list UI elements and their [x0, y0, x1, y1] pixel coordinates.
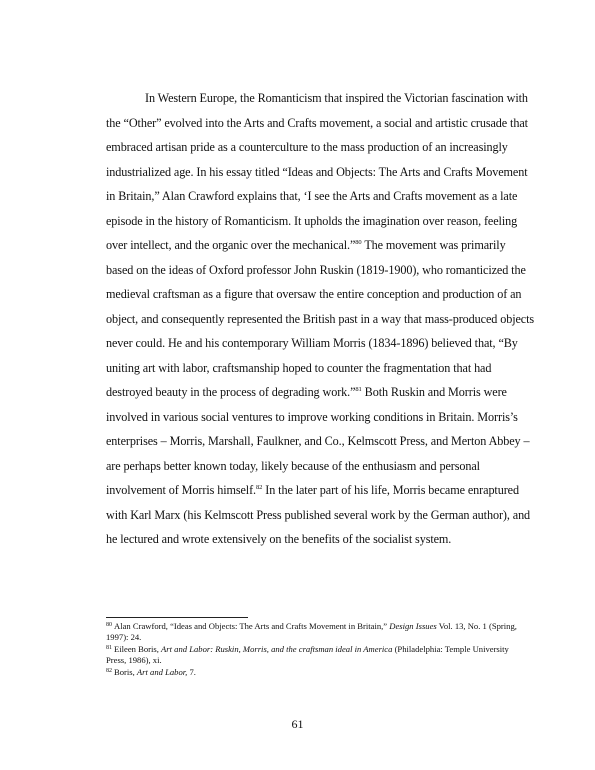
- footnote-text: Eileen Boris,: [114, 644, 162, 654]
- body-line: uniting art with labor, craftsmanship hoped to counter the fragmentation that had: [106, 360, 492, 375]
- body-line: object, and consequently represented the British past in a way that mass-produced objects: [106, 311, 535, 326]
- footnote-divider: [106, 617, 248, 618]
- body-line: [106, 233, 526, 258]
- body-line: industrialized age. In his essay titled “Ideas and Objects: The Arts and Crafts Movement: [106, 164, 528, 179]
- footnote-ref-80: 80: [355, 239, 362, 246]
- body-line: embraced artisan pride as a counterculture to the mass production of an increasingly: [106, 140, 508, 154]
- body-line: In Western Europe, the Romanticism that inspired the Victorian fascination with: [145, 91, 528, 105]
- footnote-80: [106, 621, 526, 643]
- body-line: are perhaps better known today, likely because of the enthusiasm and personal: [106, 458, 480, 473]
- footnote-text: Vol. 13, No. 1 (Spring, 1997): 24.: [106, 621, 517, 642]
- body-text-span: Both Ruskin and Morris were: [361, 385, 507, 399]
- body-line: he lectured and wrote extensively on the benefits of the socialist system.: [106, 532, 452, 546]
- body-line: episode in the history of Romanticism. It upholds the imagination over reason, feeling: [106, 213, 518, 228]
- body-text-span: over intellect, and the organic over the mechanical.”: [106, 238, 356, 252]
- body-text-span: In the later part of his life, Morris became enraptured: [262, 483, 519, 497]
- body-line: never could. He and his contemporary William Morris (1834-1896) believed that, “By: [106, 336, 518, 350]
- page-number: 61: [291, 717, 304, 731]
- footnote-ref-82: 82: [256, 484, 263, 491]
- body-line: the “Other” evolved into the Arts and Crafts movement, a social and artistic crusade that: [106, 115, 528, 130]
- body-line: [106, 380, 526, 405]
- body-text-span: involvement of Morris himself.: [106, 483, 256, 497]
- footnote-82: [106, 667, 526, 678]
- body-text: [106, 86, 535, 552]
- body-line: enterprises – Morris, Marshall, Faulkner, and Co., Kelmscott Press, and Merton Abbey –: [106, 434, 530, 448]
- body-line: based on the ideas of Oxford professor John Ruskin (1819-1900), who romanticized the: [106, 262, 526, 277]
- footnote-text: Alan Crawford, “Ideas and Objects: The Arts and Crafts Movement in Britain,”: [114, 621, 390, 631]
- body-line: medieval craftsman as a figure that oversaw the entire conception and production of an: [106, 287, 522, 301]
- footnote-italic-title: Art and Labor: Ruskin, Morris, and the craftsman ideal in America: [161, 644, 393, 654]
- footnotes: [106, 621, 526, 679]
- footnote-ref-81: 81: [355, 386, 362, 393]
- body-line: involved in various social ventures to improve working conditions in Britain. Morris’s: [106, 409, 518, 424]
- footnote-number: 81: [106, 645, 112, 651]
- body-line: [106, 478, 526, 503]
- footnote-text: (Philadelphia: Temple University Press, 1986), xi.: [106, 644, 509, 665]
- footnote-text: Boris,: [114, 667, 137, 677]
- footnote-italic-title: Art and Labor,: [136, 667, 188, 677]
- body-line: in Britain,” Alan Crawford explains that, ‘I see the Arts and Crafts movement as a late: [106, 189, 518, 203]
- footnote-italic-title: Design Issues: [389, 621, 437, 631]
- footnote-number: 82: [106, 668, 112, 674]
- footnote-text: 7.: [187, 667, 196, 677]
- footnote-number: 80: [106, 622, 112, 628]
- footnote-81: [106, 644, 526, 666]
- body-text-span: The movement was primarily: [361, 238, 506, 252]
- body-text-span: destroyed beauty in the process of degrading work.”: [106, 385, 356, 399]
- body-line: with Karl Marx (his Kelmscott Press published several work by the German author), and: [106, 507, 531, 522]
